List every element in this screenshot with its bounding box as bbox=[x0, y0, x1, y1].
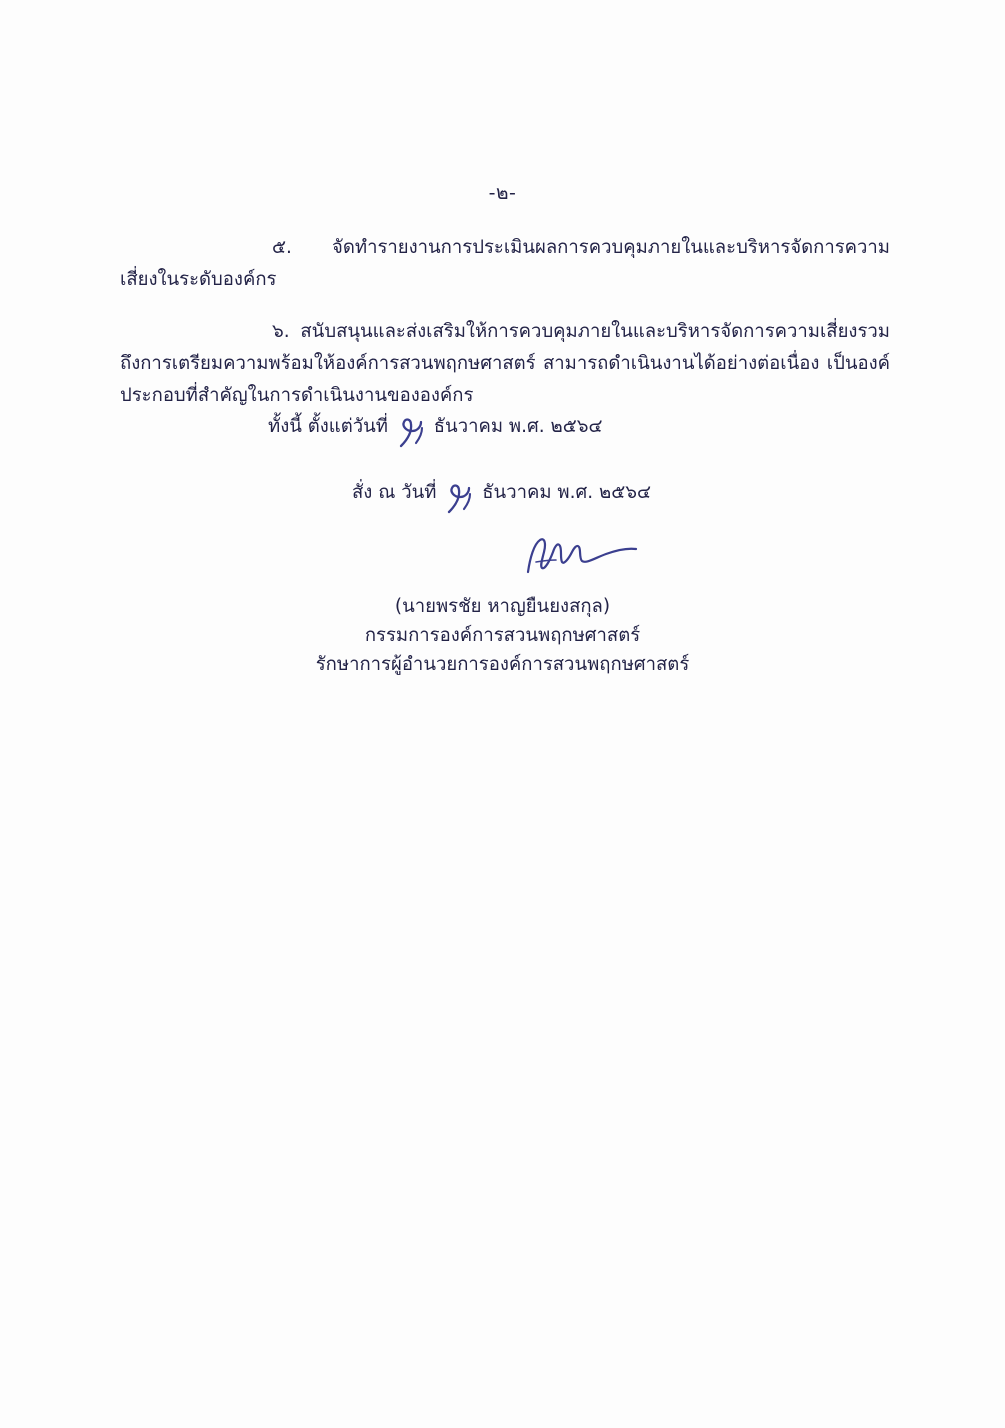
signer-block bbox=[0, 592, 1005, 679]
paragraph-5-text: จัดทำรายงานการประเมินผลการควบคุมภายในและบริหารจัดการความเสี่ยงในระดับองค์กร bbox=[120, 237, 890, 290]
paragraph-5 bbox=[120, 232, 890, 296]
signer-title-line-1: กรรมการองค์การสวนพฤกษศาสตร์ bbox=[364, 625, 641, 646]
effective-date-suffix: ธันวาคม พ.ศ. ๒๕๖๔ bbox=[433, 416, 603, 437]
effective-date-line bbox=[268, 412, 602, 441]
order-date-line bbox=[352, 478, 651, 507]
order-date-prefix: สั่ง ณ วันที่ bbox=[352, 482, 437, 503]
signature-mark bbox=[520, 528, 660, 584]
paragraph-6 bbox=[120, 316, 890, 412]
signer-title-line-2: รักษาการผู้อำนวยการองค์การสวนพฤกษศาสตร์ bbox=[315, 654, 690, 675]
paragraph-6-text: สนับสนุนและส่งเสริมให้การควบคุมภายในและบริหารจัดการความเสี่ยงรวมถึงการเตรียมความพร้อมให้องค์การสวนพฤกษศาสตร์ สามารถดำเนินงานได้อย่างต่อเนื่อง เป็นองค์ประกอบที่สำคัญในการดำเนินงานขององค์กร bbox=[120, 321, 890, 406]
page-number: -๒- bbox=[488, 182, 517, 204]
signer-name: (นายพรชัย หาญยืนยงสกุล) bbox=[394, 596, 611, 617]
order-date-suffix: ธันวาคม พ.ศ. ๒๕๖๔ bbox=[482, 482, 651, 503]
paragraph-6-number: ๖. bbox=[272, 321, 290, 342]
effective-date-prefix: ทั้งนี้ ตั้งแต่วันที่ bbox=[268, 416, 388, 437]
paragraph-5-number: ๕. bbox=[272, 237, 292, 258]
